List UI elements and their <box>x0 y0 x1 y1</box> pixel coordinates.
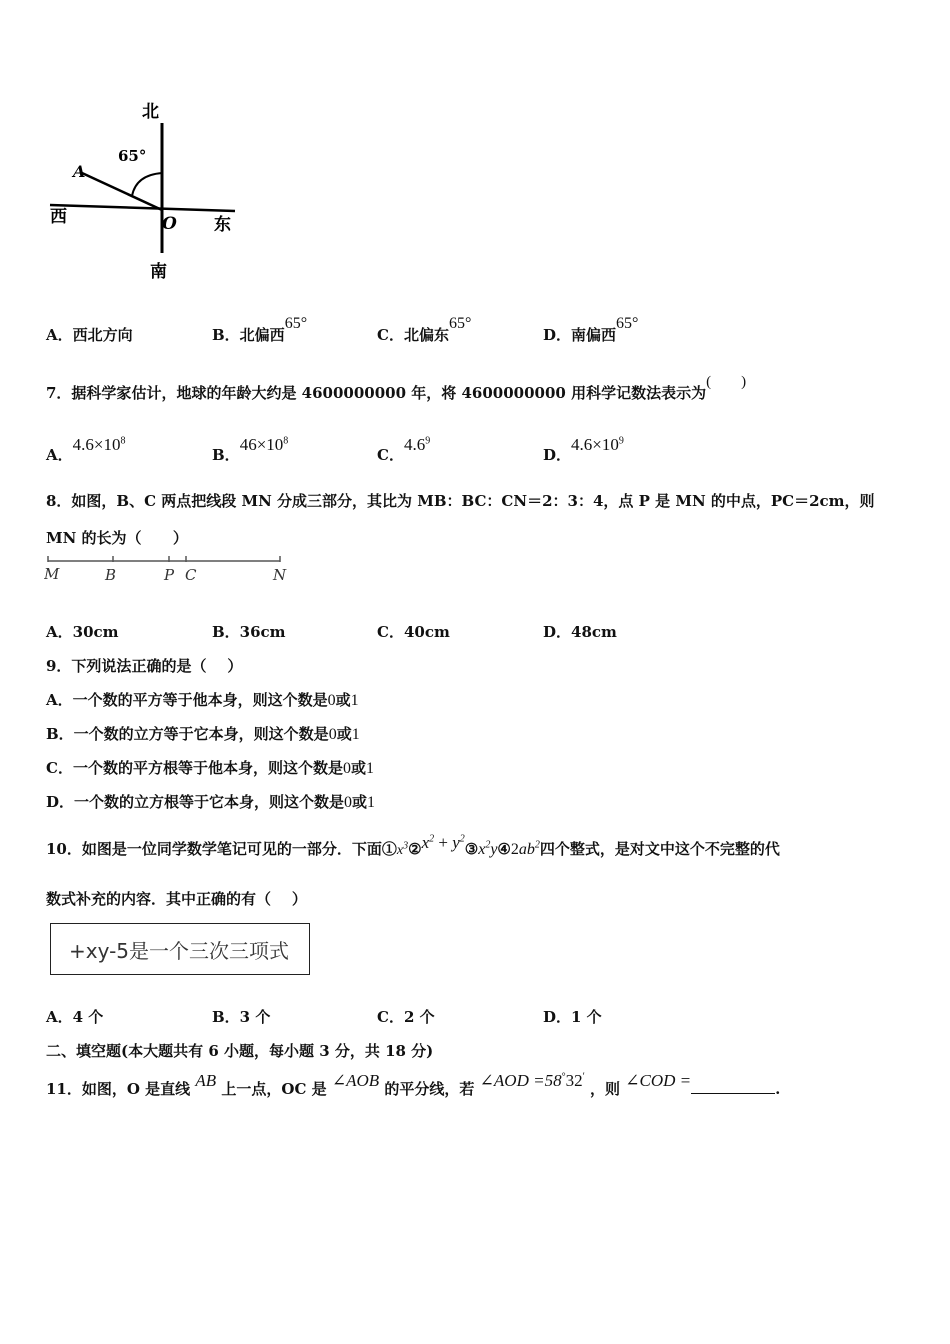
south-label: 南 <box>150 262 167 282</box>
q7-option-a: A．$4.6\times 10^8$ <box>46 435 126 464</box>
q7-option-d: D．$4.6\times 10^9$ <box>543 435 624 464</box>
q9-option-b: B．一个数的立方等于它本身，则这个数是0或1 <box>46 725 360 743</box>
q6-option-d: D．南偏西65° <box>543 315 639 344</box>
q10-line1: 10．如图是一位同学数学笔记可见的一部分．下面$①x^3②x^2$ + $y^2③x^2y④2ab^2$四个整式，是对文中这个不完整的代 <box>46 833 780 858</box>
q10-option-a: A．4 个 <box>46 1008 104 1026</box>
q11-stem: 11．如图，O 是直线 AB 上一点，OC 是 ∠AOB 的平分线，若 ∠AOD =58°32′ ，则 ∠COD = . <box>46 1071 781 1098</box>
q8-line1: 8．如图，B、C 两点把线段 MN 分成三部分，其比为 MB：BC：CN＝2：3：4，点 P 是 MN 的中点，PC＝2cm，则 <box>46 492 875 510</box>
point-a-label: A <box>73 162 86 181</box>
q10-option-b: B．3 个 <box>212 1008 271 1026</box>
q6-option-a: A．西北方向 <box>46 326 133 344</box>
point-b: B <box>105 566 117 584</box>
point-p: P <box>164 566 175 584</box>
segment-figure <box>44 553 294 587</box>
angle-label: 65° <box>118 147 147 165</box>
north-label: 北 <box>142 102 159 122</box>
q9-option-c: C．一个数的平方根等于他本身，则这个数是0或1 <box>46 759 374 777</box>
q10-option-c: C．2 个 <box>377 1008 435 1026</box>
compass-figure <box>40 95 260 285</box>
q9-stem: 9．下列说法正确的是（ ） <box>46 657 243 675</box>
q8-line2: MN 的长为（ ） <box>46 529 188 547</box>
section-2-heading: 二、填空题(本大题共有 6 小题，每小题 3 分，共 18 分) <box>46 1042 434 1060</box>
notebook-fragment: +xy-5是一个三次三项式 <box>50 923 310 975</box>
q9-option-a: A．一个数的平方等于他本身，则这个数是0或1 <box>46 691 359 709</box>
point-n: N <box>273 566 287 584</box>
q7-stem: 7．据科学家估计，地球的年龄大约是 4600000000 年，将 4600000000 用科学记数法表示为( ) <box>46 374 747 402</box>
q6-option-b: B．北偏西65° <box>212 315 308 344</box>
q8-option-d: D．48cm <box>543 623 617 641</box>
q9-option-d: D．一个数的立方根等于它本身，则这个数是0或1 <box>46 793 376 811</box>
q10-line2: 数式补充的内容．其中正确的有（ ） <box>46 890 307 908</box>
q7-option-c: C．$4.6^9$ <box>377 435 431 464</box>
q8-option-b: B．36cm <box>212 623 286 641</box>
q8-option-c: C．40cm <box>377 623 450 641</box>
q7-option-b: B．$46\times 10^8$ <box>212 435 289 464</box>
east-label: 东 <box>214 215 231 235</box>
point-c: C <box>185 566 197 584</box>
answer-blank[interactable] <box>691 1079 775 1094</box>
point-m: M <box>44 565 60 583</box>
q6-option-c: C．北偏东65° <box>377 315 472 344</box>
q10-option-d: D．1 个 <box>543 1008 602 1026</box>
west-label: 西 <box>50 207 67 227</box>
point-o-label: O <box>162 214 177 234</box>
q8-option-a: A．30cm <box>46 623 119 641</box>
